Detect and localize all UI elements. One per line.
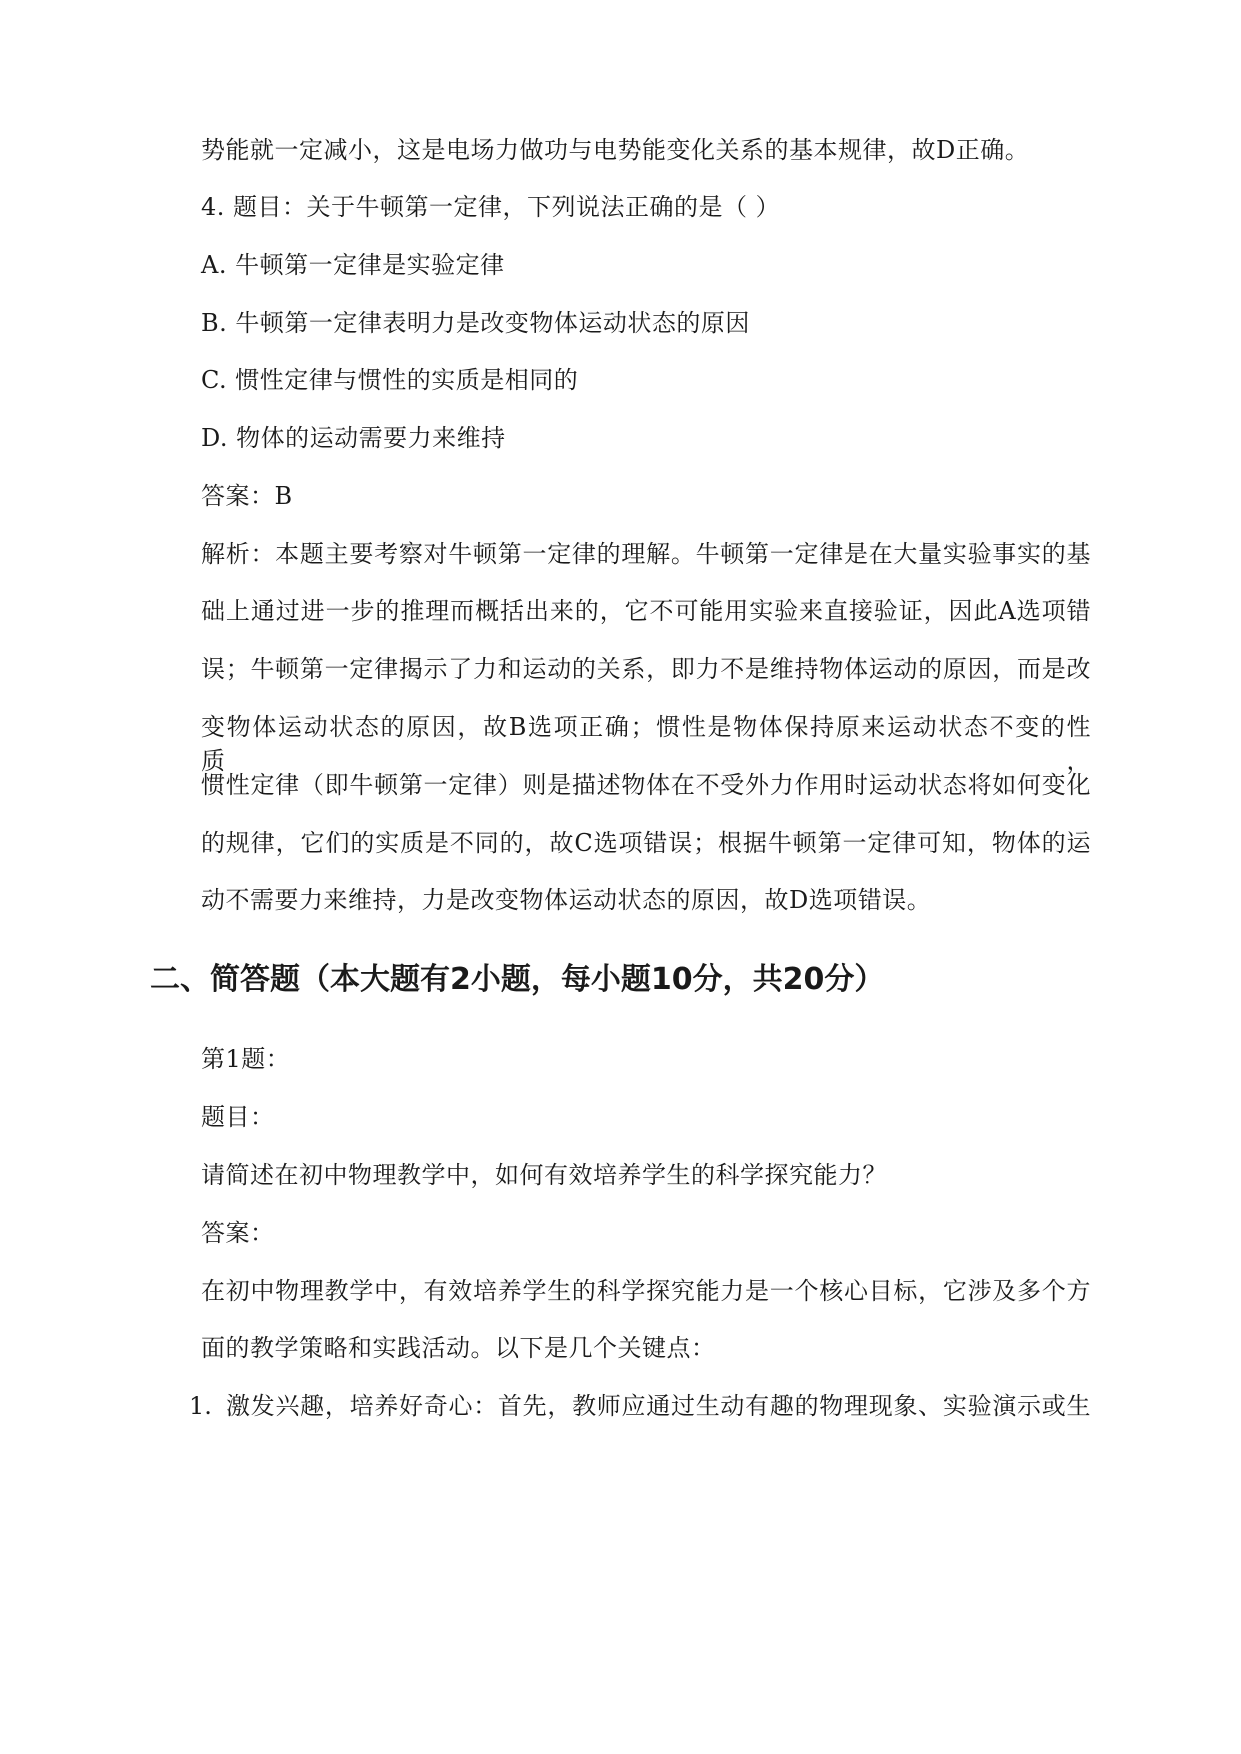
analysis-line: 的规律，它们的实质是不同的，故C选项错误；根据牛顿第一定律可知，物体的运: [201, 829, 1091, 857]
answer-label: 答案：: [201, 1219, 275, 1247]
analysis-line: 误；牛顿第一定律揭示了力和运动的关系，即力不是维持物体运动的原因，而是改: [201, 655, 1091, 683]
analysis-line: 变物体运动状态的原因，故B选项正确；惯性是物体保持原来运动状态不变的性质，: [201, 713, 1091, 775]
question-4-title: 4. 题目：关于牛顿第一定律，下列说法正确的是（ ）: [201, 193, 781, 221]
list-number: 1.: [189, 1392, 212, 1420]
analysis-line: 解析：本题主要考察对牛顿第一定律的理解。牛顿第一定律是在大量实验事实的基: [201, 540, 1091, 568]
list-item-text: 激发兴趣，培养好奇心：首先，教师应通过生动有趣的物理现象、实验演示或生: [226, 1392, 1091, 1420]
section-heading: 二、简答题（本大题有2小题，每小题10分，共20分）: [150, 962, 885, 997]
answer-line: 答案：B: [201, 482, 293, 510]
analysis-line: 惯性定律（即牛顿第一定律）则是描述物体在不受外力作用时运动状态将如何变化: [201, 771, 1091, 799]
question-1-text: 请简述在初中物理教学中，如何有效培养学生的科学探究能力？: [201, 1161, 887, 1189]
question-1-label: 题目：: [201, 1103, 275, 1131]
question-1-number: 第1题：: [201, 1045, 291, 1073]
analysis-line: 动不需要力来维持，力是改变物体运动状态的原因，故D选项错误。: [201, 886, 932, 914]
option-d: D. 物体的运动需要力来维持: [201, 424, 506, 452]
option-c: C. 惯性定律与惯性的实质是相同的: [201, 366, 579, 394]
option-b: B. 牛顿第一定律表明力是改变物体运动状态的原因: [201, 309, 750, 337]
analysis-line: 础上通过进一步的推理而概括出来的，它不可能用实验来直接验证，因此A选项错: [201, 597, 1091, 625]
continuation-line: 势能就一定减小，这是电场力做功与电势能变化关系的基本规律，故D正确。: [201, 136, 1030, 164]
answer-line: 面的教学策略和实践活动。以下是几个关键点：: [201, 1334, 716, 1362]
option-a: A. 牛顿第一定律是实验定律: [201, 251, 505, 279]
answer-line: 在初中物理教学中，有效培养学生的科学探究能力是一个核心目标，它涉及多个方: [201, 1277, 1091, 1305]
